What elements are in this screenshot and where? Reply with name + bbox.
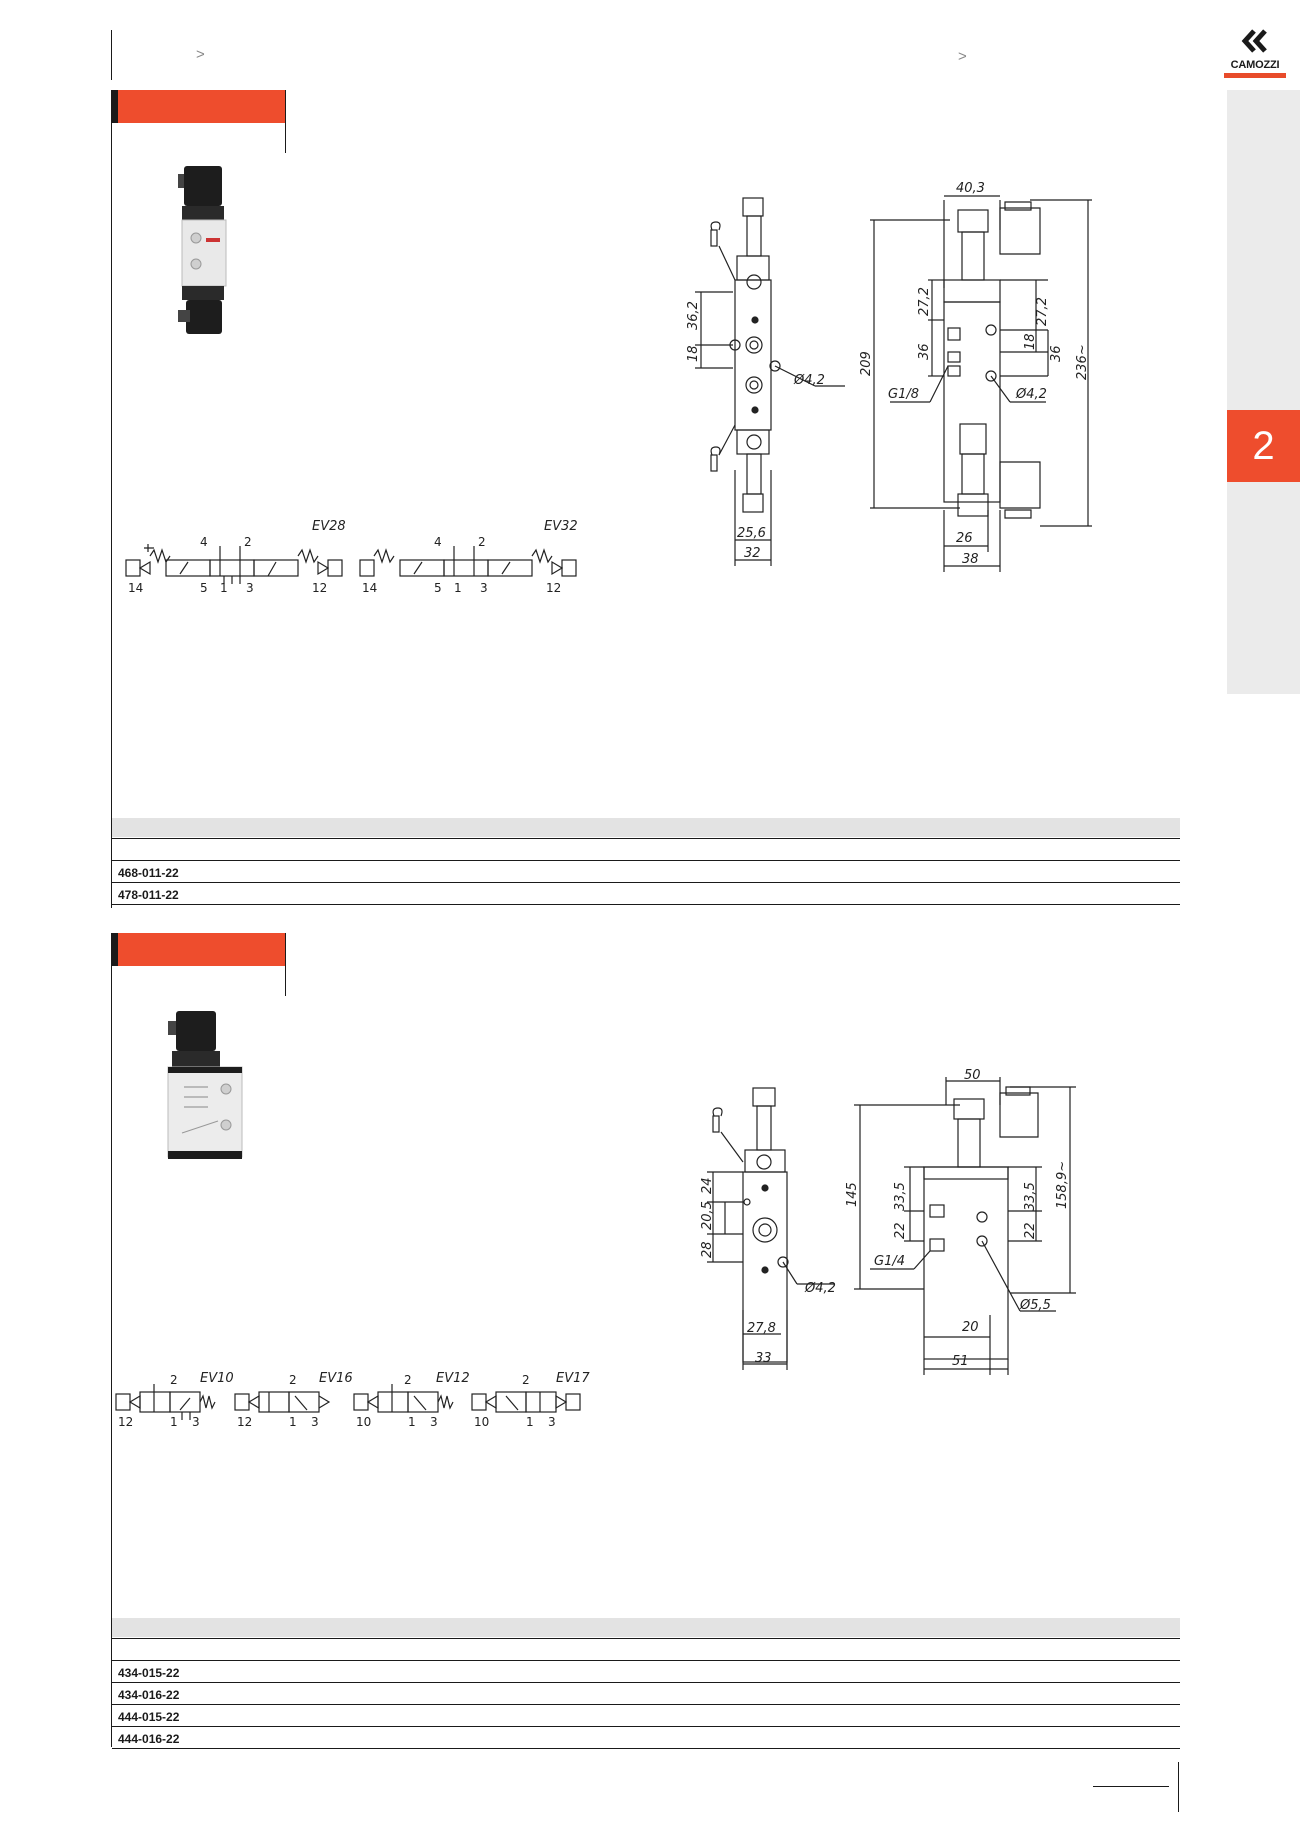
dim-36-right: 36 [1049,345,1064,362]
page-number-rule [1093,1786,1169,1787]
table-row[interactable]: 444-016-22 [112,1728,1180,1749]
port-3: 3 [192,1415,200,1429]
dim-25-6: 25,6 [737,526,766,541]
dim-28: 28 [700,1241,715,1258]
camozzi-logo [1224,28,1286,78]
symbol-code-ev32: EV32 [544,519,578,534]
port-12: 12 [237,1415,253,1429]
dim-209: 209 [859,351,874,376]
dim-18-right: 18 [1023,333,1038,350]
logo-mark-icon [1240,28,1270,54]
section1-dimension-drawing-side [860,180,1100,580]
section1-title-tab [111,90,286,123]
dim-hole-4-2-side: Ø4,2 [1016,387,1047,402]
product-photo-valve-2 [162,1005,252,1175]
section2-title-tab [111,933,286,966]
section2-table-rule [112,1638,1180,1639]
dim-38: 38 [962,552,979,567]
dim-33-5-right: 33,5 [1023,1182,1038,1211]
table-row[interactable]: 434-015-22 [112,1662,1180,1683]
table-row[interactable]: 444-015-22 [112,1706,1180,1727]
port-3: 3 [548,1415,556,1429]
port-12: 12 [118,1415,134,1429]
section2-dimension-drawing-side [845,1065,1090,1375]
dim-20-5: 20,5 [700,1201,715,1230]
section2-symbol-ev12 [352,1370,470,1430]
dim-27-2-left: 27,2 [917,287,932,316]
dim-50: 50 [964,1068,981,1083]
breadcrumb-arrow-right: > [958,48,967,65]
symbol-code-ev28: EV28 [312,519,346,534]
port-2: 2 [522,1373,530,1387]
dim-hole-4-2: Ø4,2 [794,373,825,388]
section1-tab-rule [285,90,286,153]
dim-hole-5-5: Ø5,5 [1020,1298,1051,1313]
table-row[interactable]: 434-016-22 [112,1684,1180,1705]
symbol-code-ev10: EV10 [200,1371,234,1386]
port-4: 4 [434,535,442,549]
dim-158-9: 158,9~ [1055,1160,1070,1209]
port-3: 3 [311,1415,319,1429]
port-12: 12 [546,581,562,595]
port-4: 4 [200,535,208,549]
logo-underline [1224,73,1286,78]
dim-20: 20 [962,1320,979,1335]
table-row[interactable]: 478-011-22 [112,884,1180,905]
header-rule-left [111,30,112,80]
dim-32: 32 [744,546,761,561]
dim-51: 51 [952,1354,969,1369]
port-2: 2 [404,1373,412,1387]
port-1: 1 [408,1415,416,1429]
section2-symbol-ev10 [114,1370,234,1430]
section1-table-subheader-row [112,840,1180,861]
chapter-sidebar [1227,90,1300,694]
dim-33: 33 [755,1351,772,1366]
port-3: 3 [480,581,488,595]
breadcrumb-arrow-left: > [196,46,205,63]
dim-26: 26 [956,531,973,546]
port-3: 3 [430,1415,438,1429]
symbol-code-ev16: EV16 [319,1371,353,1386]
dim-g1-4: G1/4 [874,1254,905,1269]
port-5: 5 [200,581,208,595]
footer-vertical-rule [1178,1762,1179,1812]
port-5: 5 [434,581,442,595]
port-1: 1 [170,1415,178,1429]
section1-symbol-ev28 [124,520,344,596]
dim-36-left: 36 [917,343,932,360]
dim-g1-8: G1/8 [888,387,919,402]
port-2: 2 [170,1373,178,1387]
section2-symbol-ev16 [233,1370,353,1430]
logo-wordmark: CAMOZZI [1230,59,1280,71]
section2-table-header [112,1618,1180,1637]
dim-hole-4-2: Ø4,2 [805,1281,836,1296]
dim-27-8: 27,8 [747,1321,776,1336]
dim-18: 18 [686,345,701,362]
port-10: 10 [474,1415,490,1429]
section1-table-header [112,818,1180,837]
port-3: 3 [246,581,254,595]
product-photo-valve-1 [170,160,240,340]
dim-36-2: 36,2 [686,301,701,330]
port-2: 2 [289,1373,297,1387]
port-1: 1 [289,1415,297,1429]
dim-27-2-right: 27,2 [1035,297,1050,326]
section2-tab-rule [285,933,286,996]
dim-33-5-left: 33,5 [893,1182,908,1211]
port-2: 2 [478,535,486,549]
section2-dimension-drawing-front [685,1070,845,1380]
port-10: 10 [356,1415,372,1429]
dim-145: 145 [845,1182,860,1207]
section2-table-subheader-row [112,1640,1180,1661]
port-1: 1 [454,581,462,595]
dim-22-left: 22 [893,1222,908,1239]
port-14: 14 [362,581,378,595]
symbol-code-ev12: EV12 [436,1371,470,1386]
dim-236: 236~ [1075,344,1090,380]
symbol-code-ev17: EV17 [556,1371,590,1386]
section2-symbol-ev17 [470,1370,590,1430]
port-2: 2 [244,535,252,549]
chapter-badge[interactable]: 2 [1227,410,1300,482]
port-14: 14 [128,581,144,595]
dim-40-3: 40,3 [956,181,985,196]
section1-dimension-drawing-front [675,190,835,570]
dim-22-right: 22 [1023,1222,1038,1239]
section1-symbol-ev32 [358,520,578,596]
port-1: 1 [220,581,228,595]
section1-table-rule [112,838,1180,839]
section1-left-rule [111,90,112,908]
port-1: 1 [526,1415,534,1429]
table-row[interactable]: 468-011-22 [112,862,1180,883]
port-12: 12 [312,581,328,595]
dim-24: 24 [700,1177,715,1194]
